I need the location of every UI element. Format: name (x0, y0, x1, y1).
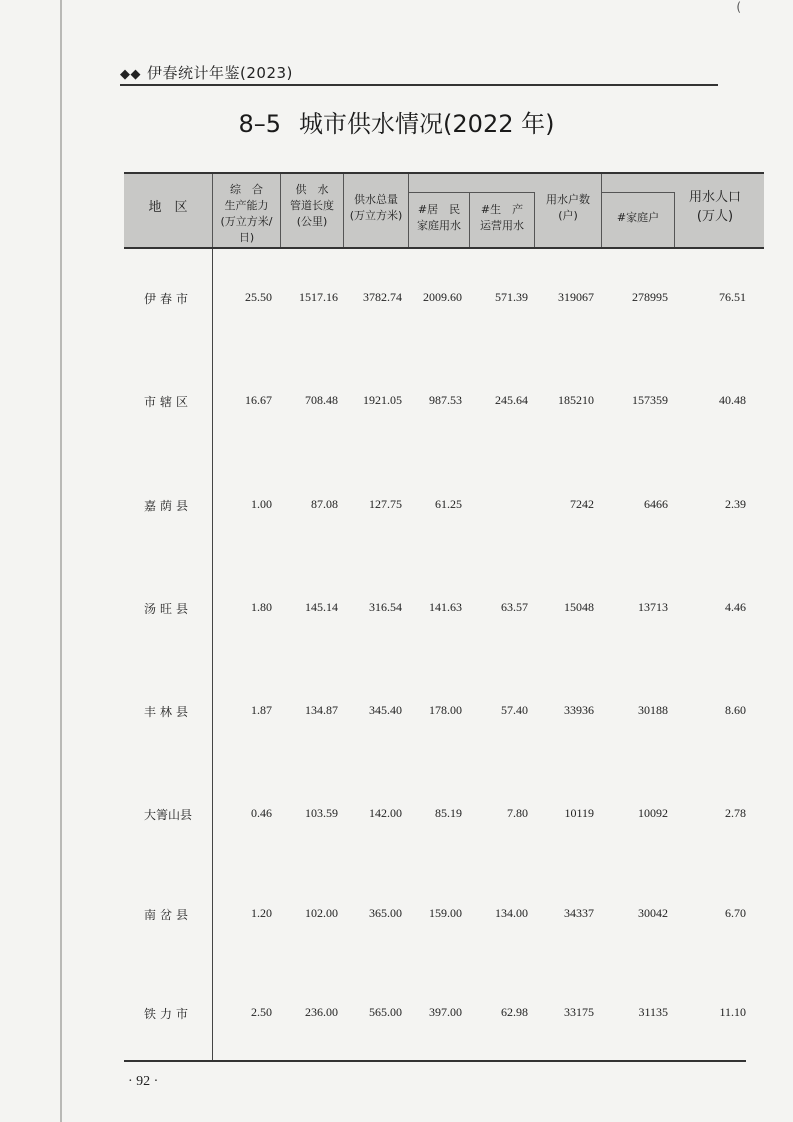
header-capacity: 综 合 生产能力 (万立方米/日) (220, 183, 273, 244)
capacity-value: 1.20 (251, 906, 272, 920)
family-households-value: 6466 (644, 497, 668, 511)
population-value: 6.70 (725, 906, 746, 920)
residential-value: 2009.60 (423, 290, 462, 304)
header-households: 用水户数 (户) (546, 193, 590, 222)
table-row (124, 1005, 764, 1025)
pipeline-value: 103.59 (305, 806, 338, 820)
households-value: 34337 (564, 906, 594, 920)
pipeline-value: 134.87 (305, 703, 338, 717)
pipeline-value: 236.00 (305, 1005, 338, 1019)
households-value: 319067 (558, 290, 594, 304)
households-value: 10119 (564, 806, 594, 820)
production-value: 7.80 (507, 806, 528, 820)
capacity-value: 25.50 (245, 290, 272, 304)
households-value: 15048 (564, 600, 594, 614)
production-value: 571.39 (495, 290, 528, 304)
residential-value: 141.63 (429, 600, 462, 614)
capacity-value: 1.00 (251, 497, 272, 511)
running-head (120, 62, 293, 83)
total-supply-value: 127.75 (369, 497, 402, 511)
population-value: 4.46 (725, 600, 746, 614)
population-value: 2.78 (725, 806, 746, 820)
header-subrule (601, 192, 674, 193)
table-title: 城市供水情况(2022 年) (299, 110, 555, 138)
running-head-text: 伊春统计年鉴(2023) (147, 64, 293, 82)
region-name: 嘉荫县 (143, 499, 192, 513)
capacity-value: 1.80 (251, 600, 272, 614)
header-family-households: #家庭户 (616, 211, 660, 224)
production-value: 57.40 (501, 703, 528, 717)
region-name: 汤旺县 (143, 602, 192, 616)
residential-value: 61.25 (435, 497, 462, 511)
family-households-value: 13713 (638, 600, 668, 614)
region-name: 大箐山县 (143, 808, 192, 822)
total-supply-value: 142.00 (369, 806, 402, 820)
pipeline-value: 145.14 (305, 600, 338, 614)
total-supply-value: 1921.05 (363, 393, 402, 407)
capacity-value: 2.50 (251, 1005, 272, 1019)
production-value: 134.00 (495, 906, 528, 920)
pipeline-value: 102.00 (305, 906, 338, 920)
header-rule (120, 84, 718, 86)
pipeline-value: 1517.16 (299, 290, 338, 304)
households-value: 185210 (558, 393, 594, 407)
water-supply-table (124, 172, 746, 1062)
production-value: 245.64 (495, 393, 528, 407)
capacity-value: 0.46 (251, 806, 272, 820)
header-region: 地 区 (148, 200, 188, 215)
table-row (124, 703, 764, 723)
residential-value: 85.19 (435, 806, 462, 820)
diamond-icons: ◆◆ (120, 67, 141, 82)
header-pipeline: 供 水 管道长度 (公里) (290, 183, 334, 228)
households-value: 7242 (570, 497, 594, 511)
corner-mark: ( (736, 0, 741, 14)
header-population: 用水人口 (万人) (688, 190, 741, 224)
residential-value: 178.00 (429, 703, 462, 717)
region-name: 铁力市 (143, 1007, 192, 1021)
table-row (124, 906, 764, 926)
binding-line (60, 0, 62, 1122)
family-households-value: 10092 (638, 806, 668, 820)
total-supply-value: 316.54 (369, 600, 402, 614)
production-value: 62.98 (501, 1005, 528, 1019)
capacity-value: 1.87 (251, 703, 272, 717)
header-total-supply: 供水总量 (万立方米) (349, 193, 403, 222)
total-supply-value: 565.00 (369, 1005, 402, 1019)
total-supply-value: 3782.74 (363, 290, 402, 304)
capacity-value: 16.67 (245, 393, 272, 407)
page-title (0, 104, 793, 139)
residential-value: 159.00 (429, 906, 462, 920)
page-number: · 92 · (128, 1074, 159, 1089)
family-households-value: 31135 (638, 1005, 668, 1019)
table-row (124, 600, 764, 620)
residential-value: 987.53 (429, 393, 462, 407)
region-name: 丰林县 (143, 705, 192, 719)
pipeline-value: 87.08 (311, 497, 338, 511)
table-row (124, 497, 764, 517)
region-name: 伊春市 (143, 292, 192, 306)
family-households-value: 30188 (638, 703, 668, 717)
family-households-value: 30042 (638, 906, 668, 920)
residential-value: 397.00 (429, 1005, 462, 1019)
family-households-value: 157359 (632, 393, 668, 407)
households-value: 33175 (564, 1005, 594, 1019)
population-value: 40.48 (719, 393, 746, 407)
header-residential: #居 民 家庭用水 (417, 203, 461, 232)
family-households-value: 278995 (632, 290, 668, 304)
header-subrule (408, 192, 534, 193)
header-bottom-rule (124, 247, 764, 249)
region-name: 南岔县 (143, 908, 192, 922)
table-row (124, 806, 764, 826)
stub-divider (212, 249, 213, 1062)
pipeline-value: 708.48 (305, 393, 338, 407)
population-value: 8.60 (725, 703, 746, 717)
total-supply-value: 345.40 (369, 703, 402, 717)
population-value: 76.51 (719, 290, 746, 304)
households-value: 33936 (564, 703, 594, 717)
population-value: 2.39 (725, 497, 746, 511)
production-value: 63.57 (501, 600, 528, 614)
table-row (124, 393, 764, 413)
total-supply-value: 365.00 (369, 906, 402, 920)
region-name: 市辖区 (143, 395, 192, 409)
header-production: #生 产 运营用水 (480, 203, 524, 232)
table-bottom-rule (124, 1060, 746, 1062)
table-row (124, 290, 764, 310)
population-value: 11.10 (719, 1005, 746, 1019)
table-number: 8–5 (238, 110, 282, 138)
